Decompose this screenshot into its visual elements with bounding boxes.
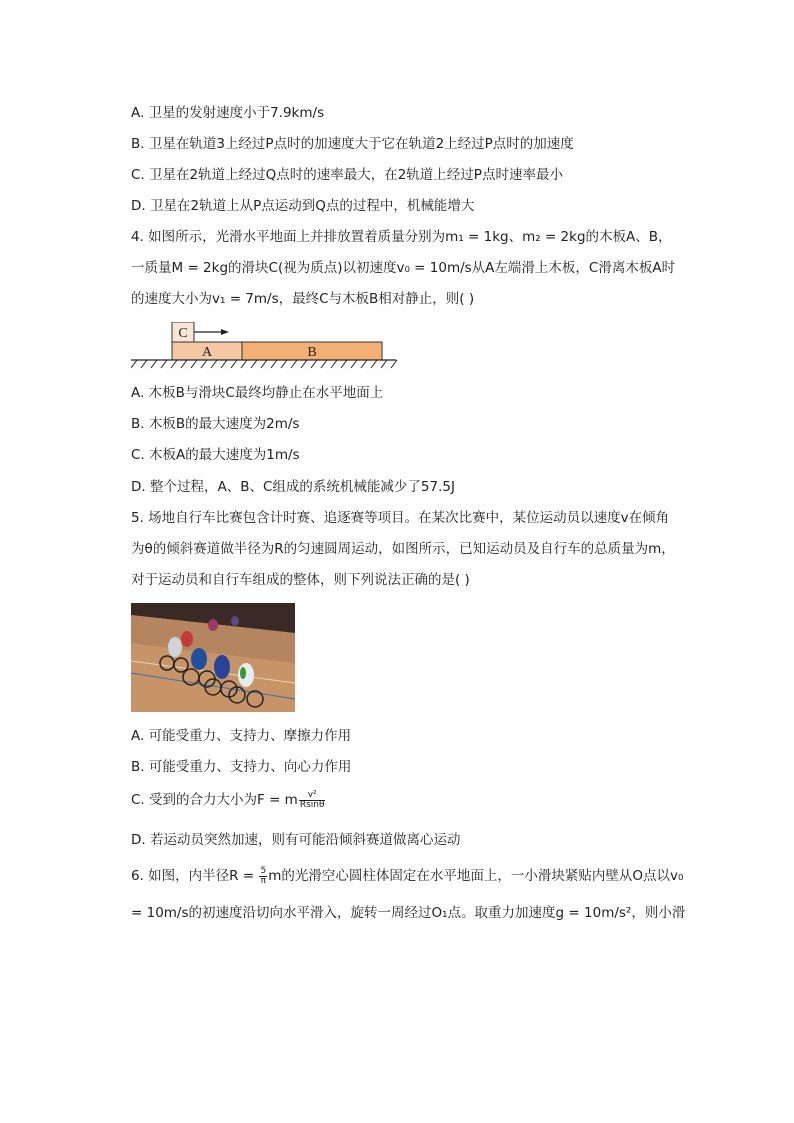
board-a-label: A: [201, 345, 213, 360]
q5-option-c: [131, 790, 326, 810]
q4-board-diagram: [131, 322, 401, 374]
q5-stem-line3: 对于运动员和自行车组成的整体，则下列说法正确的是( ): [131, 572, 470, 588]
net-force-fraction: [299, 791, 326, 810]
q5-stem-line1: 5. 场地自行车比赛包含计时赛、追逐赛等项目。在某次比赛中，某位运动员以速度v在倾角: [131, 510, 670, 526]
q4-stem-line2: 一质量M = 2kg的滑块C(视为质点)以初速度v₀ = 10m/s从A左端滑上木板，C滑离木板A时: [131, 260, 676, 276]
q6-stem-line1: [131, 866, 683, 886]
q3-option-d: D. 卫星在2轨道上从P点运动到Q点的过程中，机械能增大: [131, 198, 475, 214]
q3-option-a: A. 卫星的发射速度小于7.9km/s: [131, 105, 325, 121]
q4-option-d: D. 整个过程，A、B、C组成的系统机械能减少了57.5J: [131, 479, 455, 495]
radius-denominator: π: [260, 875, 267, 886]
q5-option-c-text: C. 受到的合力大小为F = m: [131, 792, 298, 808]
fraction-numerator: v²: [299, 791, 326, 801]
block-c-label: C: [178, 326, 188, 341]
q3-option-c: C. 卫星在2轨道上经过Q点时的速率最大，在2轨道上经过P点时速率最小: [131, 167, 563, 183]
q4-option-c: C. 木板A的最大速度为1m/s: [131, 447, 300, 463]
radius-fraction: [259, 867, 267, 886]
q4-option-b: B. 木板B的最大速度为2m/s: [131, 416, 300, 432]
radius-numerator: 5: [260, 865, 267, 876]
q6-stem-line2: = 10m/s的初速度沿切向水平滑入，旋转一周经过O₁点。取重力加速度g = 10m/s²，则小滑: [131, 905, 686, 921]
q5-stem-line2: 为θ的倾斜赛道做半径为R的匀速圆周运动，如图所示，已知运动员及自行车的总质量为m，: [131, 541, 675, 557]
ground-hatching: [131, 360, 397, 368]
cycling-track-photo: [131, 603, 295, 712]
board-b-label: B: [307, 345, 317, 360]
fraction-denominator: Rsinθ: [299, 799, 325, 810]
q6-stem-line1-b: m的光滑空心圆柱体固定在水平地面上，一小滑块紧贴内壁从O点以v₀: [268, 868, 684, 884]
arrow-head-icon: [221, 329, 229, 335]
q3-option-b: B. 卫星在轨道3上经过P点时的加速度大于它在轨道2上经过P点时的加速度: [131, 136, 574, 152]
q5-option-a: A. 可能受重力、支持力、摩擦力作用: [131, 728, 352, 744]
q4-option-a: A. 木板B与滑块C最终均静止在水平地面上: [131, 385, 384, 401]
q6-stem-line1-a: 6. 如图，内半径R =: [131, 868, 259, 884]
q4-stem-line1: 4. 如图所示，光滑水平地面上并排放置着质量分别为m₁ = 1kg、m₂ = 2kg的木板A、B，: [131, 229, 672, 245]
q4-stem-line3: 的速度大小为v₁ = 7m/s，最终C与木板B相对静止，则( ): [131, 291, 475, 307]
q5-option-d: D. 若运动员突然加速，则有可能沿倾斜赛道做离心运动: [131, 832, 461, 848]
q5-option-b: B. 可能受重力、支持力、向心力作用: [131, 759, 352, 775]
